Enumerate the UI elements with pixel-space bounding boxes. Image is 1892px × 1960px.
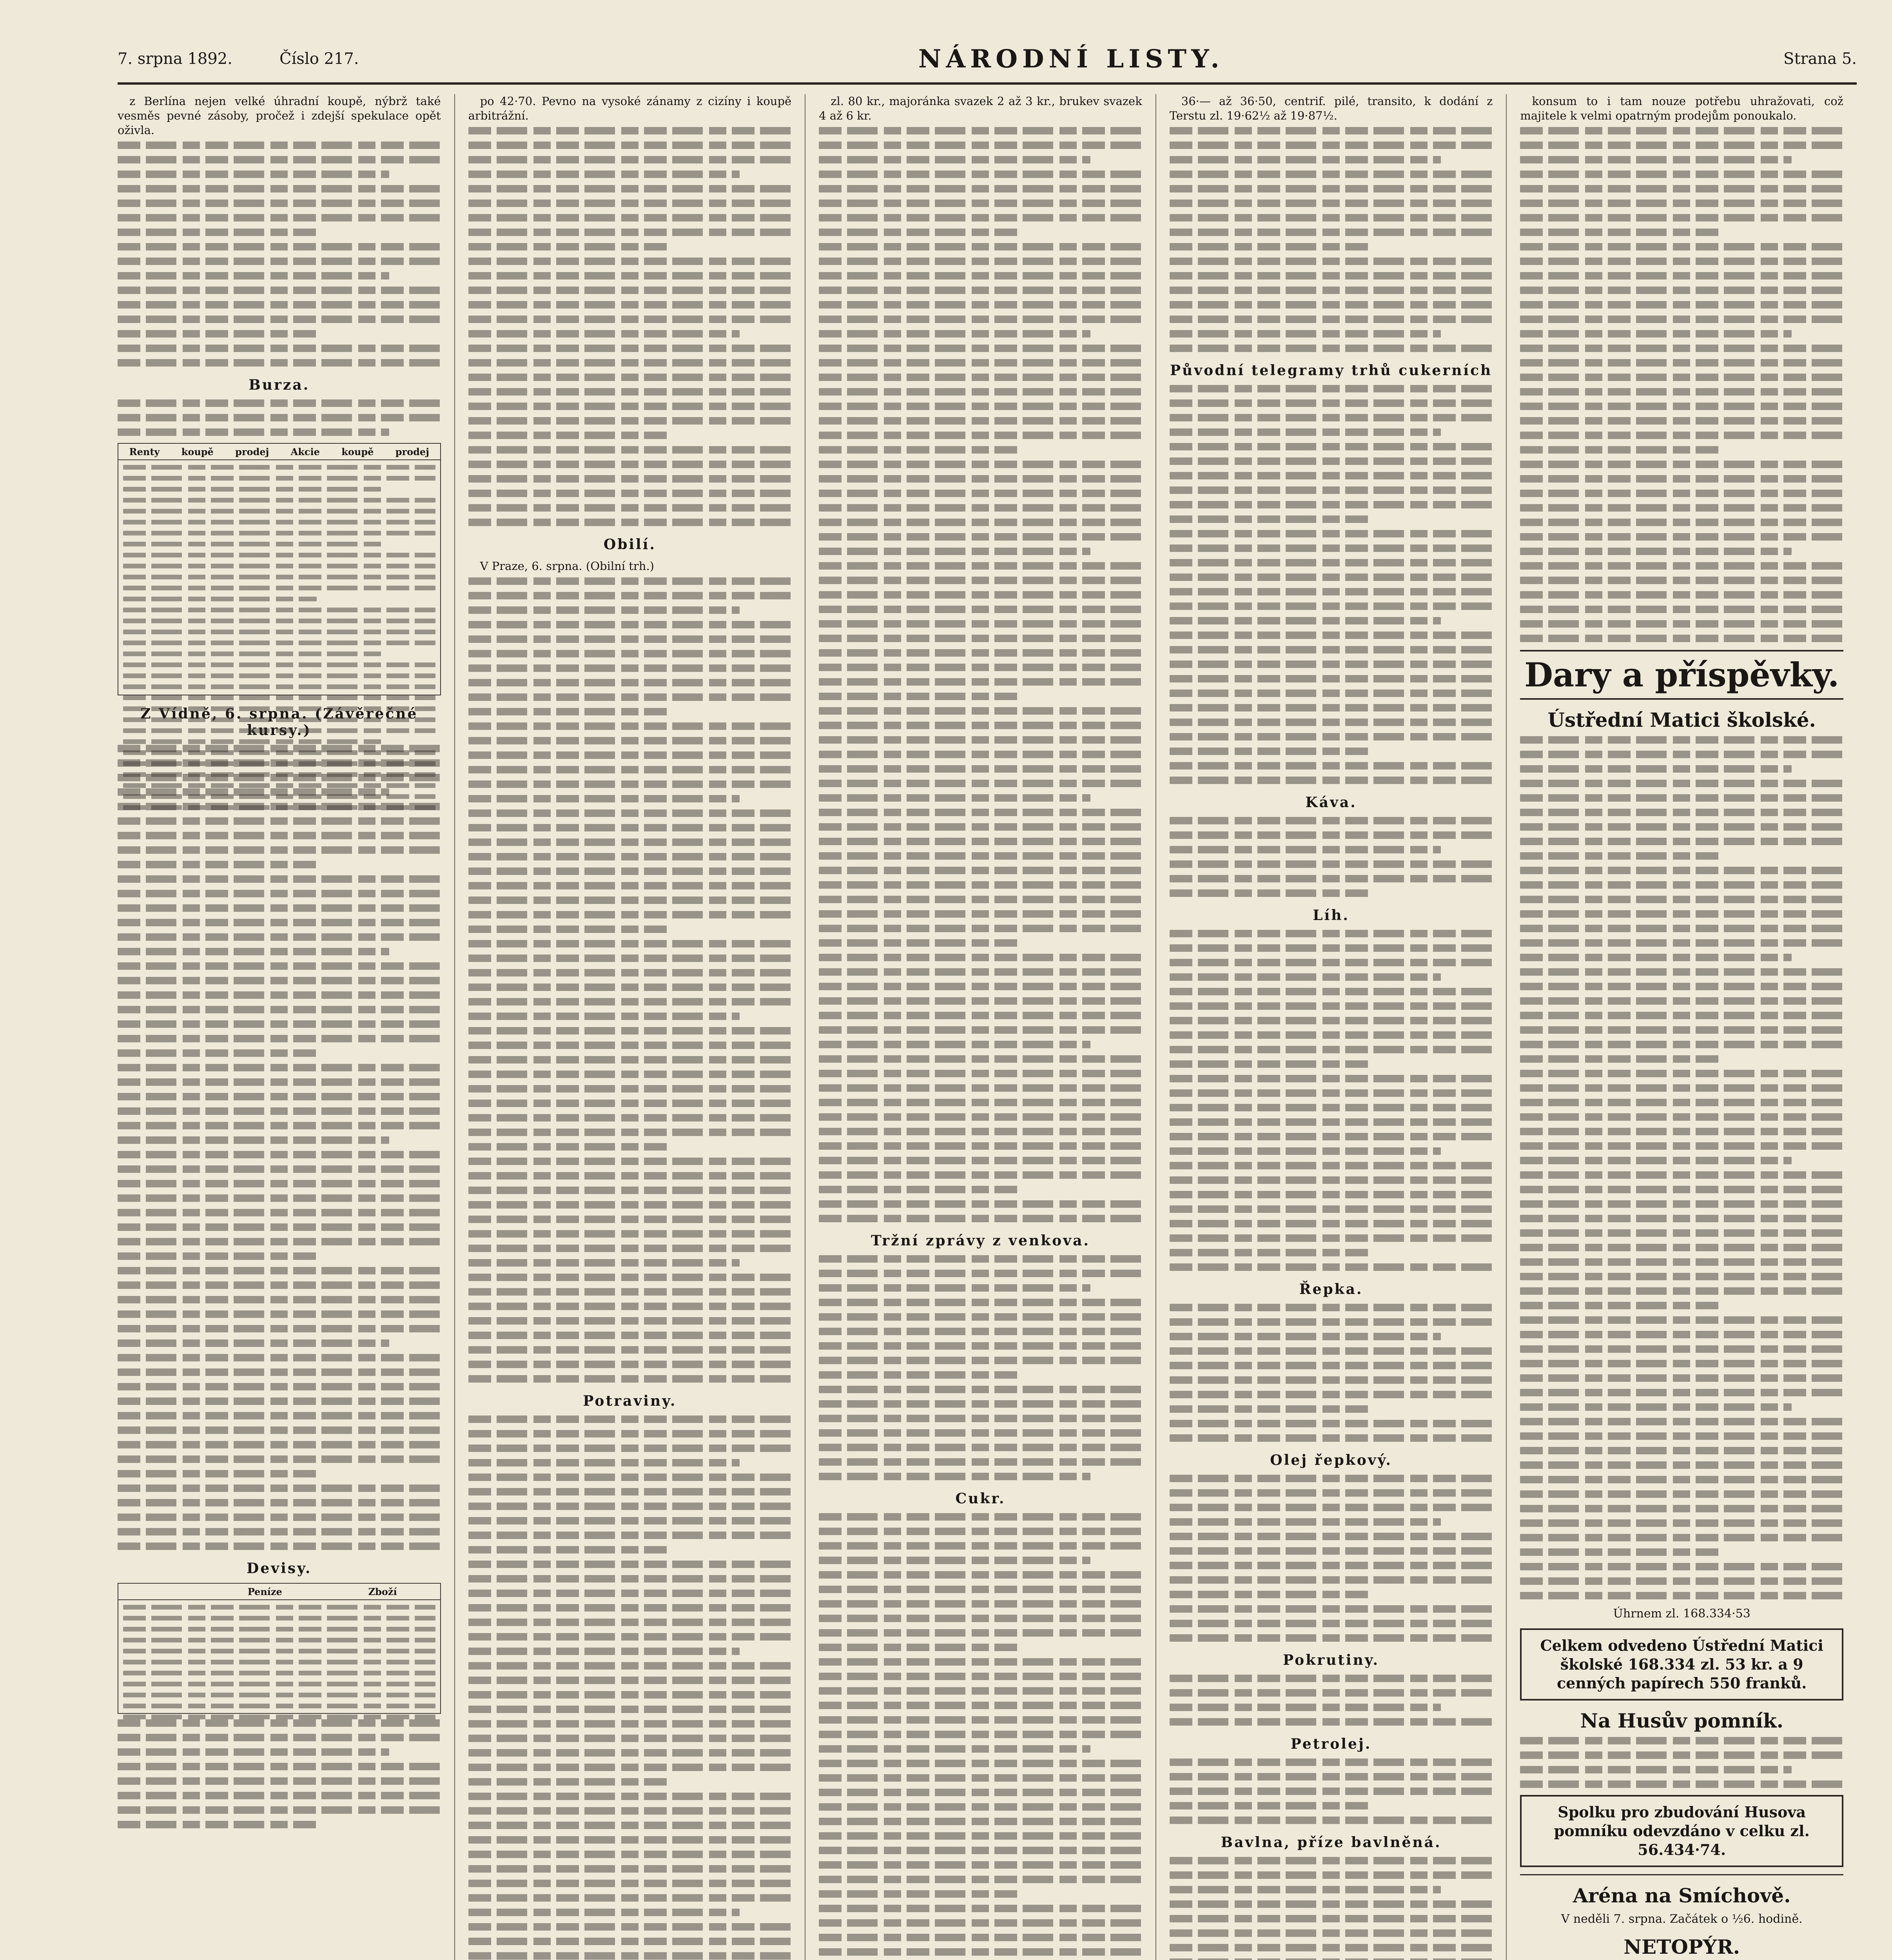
column-5 xyxy=(1507,94,1857,1960)
newspaper-title: NÁRODNÍ LISTY. xyxy=(918,44,1224,74)
section-heading-devisy: Devisy. xyxy=(247,1560,312,1577)
heading-matice: Ústřední Matici školské. xyxy=(1547,708,1816,731)
article-columns xyxy=(118,94,1857,1960)
column-4 xyxy=(1156,94,1507,1960)
section-heading-cukr: Cukr. xyxy=(955,1490,1006,1507)
column-3 xyxy=(805,94,1156,1960)
devisy-table: Peníze Zboží xyxy=(118,1583,441,1714)
matice-total-box xyxy=(1520,1628,1843,1700)
column-2 xyxy=(455,94,806,1960)
column-3-lead: zl. 80 kr., majoránka svazek 2 až 3 kr., brukev svazek 4 až 6 kr. xyxy=(819,94,1142,122)
obili-intro: V Praze, 6. srpna. (Obilní trh.) xyxy=(480,559,654,573)
page-number: Strana 5. xyxy=(1783,50,1857,68)
column-1-lead: z Berlína nejen velké úhradní koupě, nýbrž také vesměs pevné zásoby, pročež i zdejší spekulace opět oživla. xyxy=(118,94,441,137)
section-heading-olej: Olej řepkový. xyxy=(1270,1452,1392,1468)
donation-total: Úhrnem zl. 168.334·53 xyxy=(1613,1607,1751,1621)
section-heading-pokrutiny: Pokrutiny. xyxy=(1283,1652,1380,1668)
column-1 xyxy=(118,94,455,1960)
issue-date: 7. srpna 1892. xyxy=(118,50,232,68)
section-heading-telegramy: Původní telegramy trhů cukerních xyxy=(1170,362,1493,379)
column-5-lead: konsum to i tam nouze potřebu uhražovati, což majitele k velmi opatrným prodejům ponoukalo. xyxy=(1520,94,1843,122)
matice-total-text: Celkem odvedeno Ústřední Matici školské 168.334 zl. 53 kr. a 9 cenných papírech 550 franků. xyxy=(1540,1637,1823,1692)
heading-hus: Na Husův pomník. xyxy=(1580,1709,1784,1732)
arena-play: NETOPÝR. xyxy=(1624,1935,1740,1958)
column-2-lead: po 42·70. Pevno na vysoké zánamy z cizíny i koupě arbitrážní. xyxy=(468,94,792,122)
section-heading-obili: Obilí. xyxy=(603,536,656,553)
section-heading-repka: Řepka. xyxy=(1299,1281,1363,1298)
section-heading-lih: Líh. xyxy=(1313,907,1350,924)
hus-total-text: Spolku pro zbudování Husova pomníku odevzdáno v celku zl. 56.434·74. xyxy=(1554,1803,1810,1858)
issue-number: Číslo 217. xyxy=(279,50,359,68)
section-heading-trzni-zpravy: Tržní zprávy z venkova. xyxy=(871,1232,1090,1249)
section-heading-potraviny: Potraviny. xyxy=(583,1393,677,1409)
heading-dary: Dary a příspěvky. xyxy=(1520,650,1843,700)
exchange-rate-table: Renty koupě prodej Akcie koupě prodej xyxy=(118,443,441,695)
heading-arena: Aréna na Smíchově. xyxy=(1573,1884,1791,1907)
arena-line-1: V neděli 7. srpna. Začátek o ½6. hodině. xyxy=(1561,1912,1803,1926)
column-4-lead: 36·— až 36·50, centrif. pilé, transito, k dodání z Terstu zl. 19·62½ až 19·87½. xyxy=(1169,94,1493,122)
hus-total-box xyxy=(1520,1795,1843,1867)
section-heading-kava: Káva. xyxy=(1305,794,1357,811)
column-1-text xyxy=(118,142,441,367)
section-heading-petrolej: Petrolej. xyxy=(1290,1736,1372,1752)
masthead xyxy=(118,35,1857,85)
section-heading-bavlna: Bavlna, příze bavlněná. xyxy=(1221,1834,1442,1851)
section-heading-vienna: Z Vídně, 6. srpna. (Závěrečné kursy.) xyxy=(140,706,418,739)
section-heading-burza: Burza. xyxy=(249,377,310,393)
